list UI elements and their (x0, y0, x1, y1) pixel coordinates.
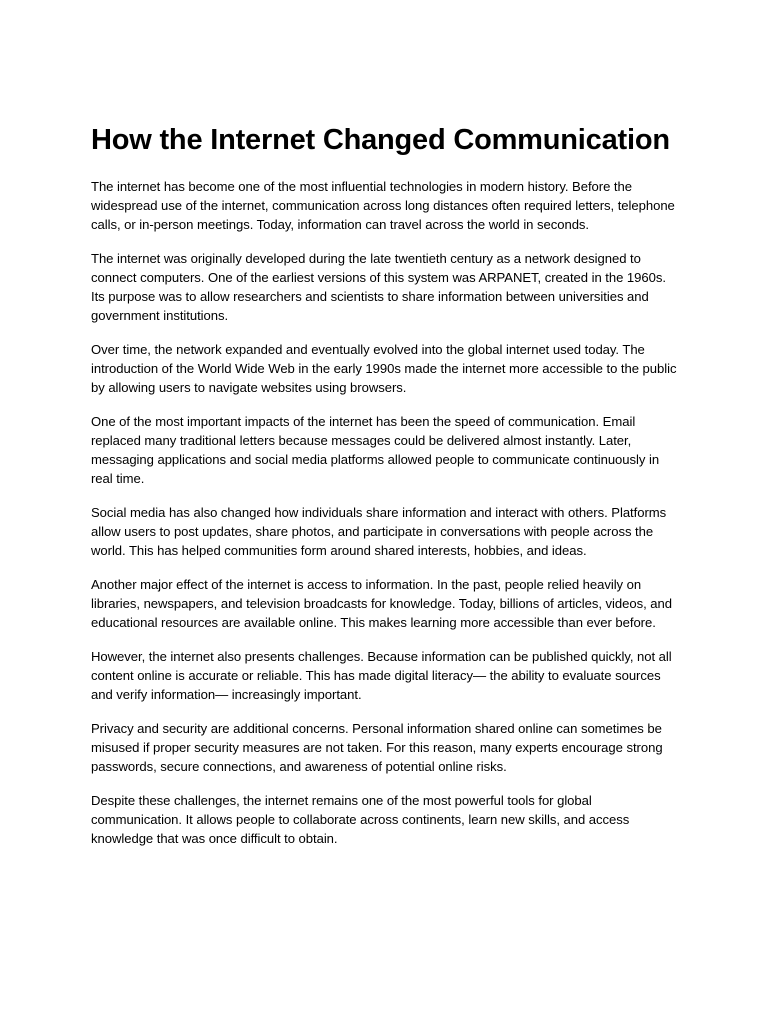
document-title: How the Internet Changed Communication (91, 124, 670, 156)
paragraph-list (91, 177, 681, 848)
paragraph: Over time, the network expanded and eventually evolved into the global internet used today. The introduction of the World Wide Web in the early 1990s made the internet more accessible to the public by allowing users to navigate websites using browsers. (91, 342, 677, 395)
paragraph: However, the internet also presents challenges. Because information can be published quickly, not all content online is accurate or reliable. This has made digital literacy— the ability to evaluate sources and verify information— increasingly important. (91, 649, 672, 702)
paragraph: The internet was originally developed during the late twentieth century as a network designed to connect computers. One of the earliest versions of this system was ARPANET, created in the 1960s. Its purpose was to allow researchers and scientists to share information between universities and government institutions. (91, 251, 666, 323)
document-body (91, 118, 681, 863)
paragraph: The internet has become one of the most influential technologies in modern history. Before the widespread use of the internet, communication across long distances often required letters, telephone calls, or in-person meetings. Today, information can travel across the world in seconds. (91, 179, 675, 232)
paragraph: One of the most important impacts of the internet has been the speed of communication. Email replaced many traditional letters because messages could be delivered almost instantly. Later, messaging applications and social media platforms allowed people to communicate continuously in real time. (91, 414, 660, 486)
paragraph: Social media has also changed how individuals share information and interact with others. Platforms allow users to post updates, share photos, and participate in conversations with people across the world. This has helped communities form around shared interests, hobbies, and ideas. (91, 505, 667, 558)
paragraph: Despite these challenges, the internet remains one of the most powerful tools for global communication. It allows people to collaborate across continents, learn new skills, and access knowledge that was once difficult to obtain. (91, 793, 630, 846)
paragraph: Privacy and security are additional concerns. Personal information shared online can sometimes be misused if proper security measures are not taken. For this reason, many experts encourage strong passwords, secure connections, and awareness of potential online risks. (91, 721, 663, 774)
paragraph: Another major effect of the internet is access to information. In the past, people relied heavily on libraries, newspapers, and television broadcasts for knowledge. Today, billions of articles, videos, and educational resources are available online. This makes learning more accessible than ever before. (91, 577, 672, 630)
